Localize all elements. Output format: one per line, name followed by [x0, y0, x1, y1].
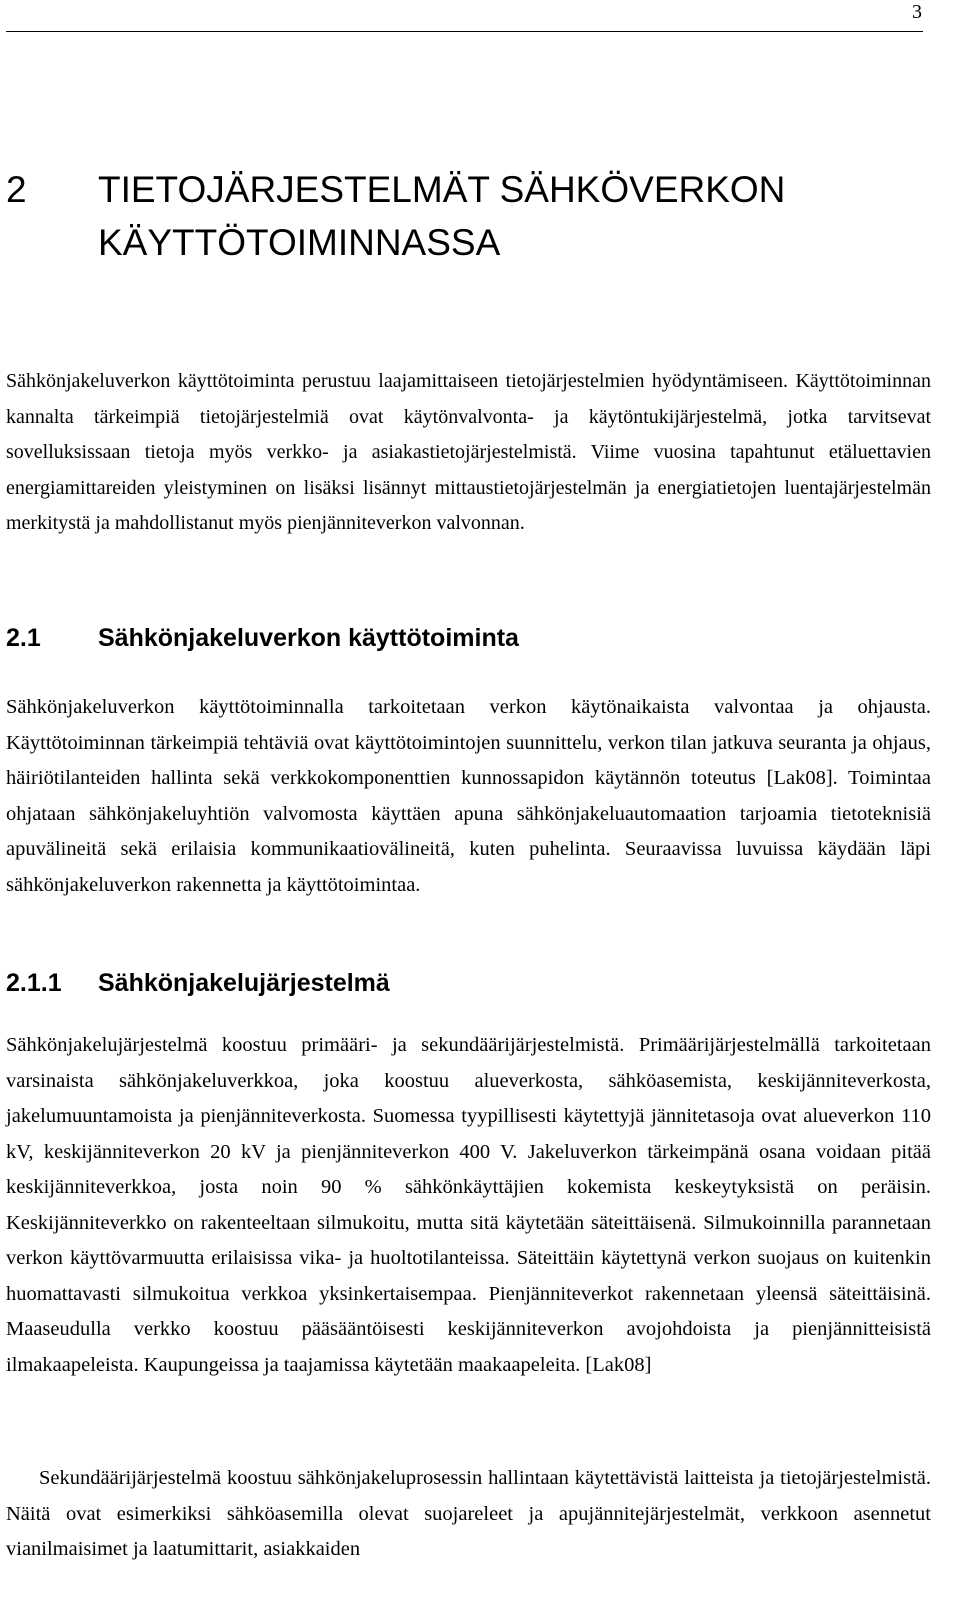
section-2-1-1-heading	[6, 968, 390, 998]
chapter-heading	[6, 163, 906, 269]
intro-paragraph: Sähkönjakeluverkon käyttötoiminta perustuu laajamittaiseen tietojärjestelmien hyödyntämiseen. Käyttötoiminnan kannalta tärkeimpiä tietojärjestelmiä ovat käytönvalvonta- ja käytöntukijärjestelmä, jotka tarvitsevat sovelluksissaan tietoja myös verkko- ja asiakastietojärjestelmistä. Viime vuosina tapahtunut etäluettavien energiamittareiden yleistyminen on lisäksi lisännyt mittaustietojärjestelmän ja energiatietojen luentajärjestelmän merkitystä ja mahdollistanut myös pienjänniteverkon valvonnan.	[6, 370, 931, 534]
section-2-1-1-number: 2.1.1	[6, 969, 62, 997]
section-2-1-paragraph: Sähkönjakeluverkon käyttötoiminnalla tarkoitetaan verkon käytönaikaista valvontaa ja ohjausta. Käyttötoiminnan tärkeimpiä tehtäviä ovat käyttötoimintojen suunnittelu, verkon tilan jatkuva seuranta ja ohjaus, häiriötilanteiden hallinta sekä verkkokomponenttien kunnossapidon käytännön toteutus [Lak08]. Toimintaa ohjataan sähkönjakeluyhtiön valvomosta käyttäen apuna sähkönjakeluautomaation tarjoamia tietoteknisiä apuvälineitä sekä erilaisia kommunikaatiovälineitä, kuten puhelinta. Seuraavissa luvuissa käydään läpi sähkönjakeluverkon rakennetta ja käyttötoimintaa.	[6, 696, 931, 896]
section-2-1-heading	[6, 623, 519, 653]
section-2-1-number: 2.1	[6, 624, 41, 652]
page-number: 3	[912, 1, 922, 23]
chapter-title	[98, 163, 785, 269]
header-rule	[6, 31, 923, 32]
section-2-1-1-title: Sähkönjakelujärjestelmä	[98, 969, 390, 997]
chapter-title-line1: TIETOJÄRJESTELMÄT SÄHKÖVERKON	[98, 169, 786, 210]
section-2-1-1-paragraph-1: Sähkönjakelujärjestelmä koostuu primääri- ja sekundäärijärjestelmistä. Primäärijärjestelmällä tarkoitetaan varsinaista sähkönjakeluverkkoa, joka koostuu alueverkosta, sähköasemista, keskijänniteverkosta, jakelumuuntamoista ja pienjänniteverkosta. Suomessa tyypillisesti käytettyjä jännitetasoja ovat alueverkon 110 kV, keskijänniteverkon 20 kV ja pienjänniteverkon 400 V. Jakeluverkon tärkeimpänä osana voidaan pitää keskijänniteverkkoa, josta noin 90 % sähkönkäyttäjien kokemista keskeytyksistä on peräisin. Keskijänniteverkko on rakenteeltaan silmukoitu, mutta sitä käytetään säteittäisenä. Silmukoinnilla parannetaan verkon käyttövarmuutta erilaisissa vika- ja huoltotilanteissa. Säteittäin käytettynä verkon suojaus on kuitenkin huomattavasti silmukoitua verkkoa yksinkertaisempaa. Pienjänniteverkot rakennetaan yleensä säteittäisinä. Maaseudulla verkko koostuu pääsääntöisesti keskijänniteverkon avojohdoista ja pienjännitteisistä ilmakaapeleista. Kaupungeissa ja taajamissa käytetään maakaapeleita. [Lak08]	[6, 1034, 931, 1376]
section-2-1-title: Sähkönjakeluverkon käyttötoiminta	[98, 624, 519, 652]
section-2-1-1-paragraph-2: Sekundäärijärjestelmä koostuu sähkönjakeluprosessin hallintaan käytettävistä laitteista ja tietojärjestelmistä. Näitä ovat esimerkiksi sähköasemilla olevat suojareleet ja apujännitejärjestelmät, verkkoon asennetut vianilmaisimet ja laatumittarit, asiakkaiden	[6, 1467, 931, 1560]
chapter-title-line2: KÄYTTÖTOIMINNASSA	[98, 222, 501, 263]
chapter-number: 2	[6, 169, 27, 210]
